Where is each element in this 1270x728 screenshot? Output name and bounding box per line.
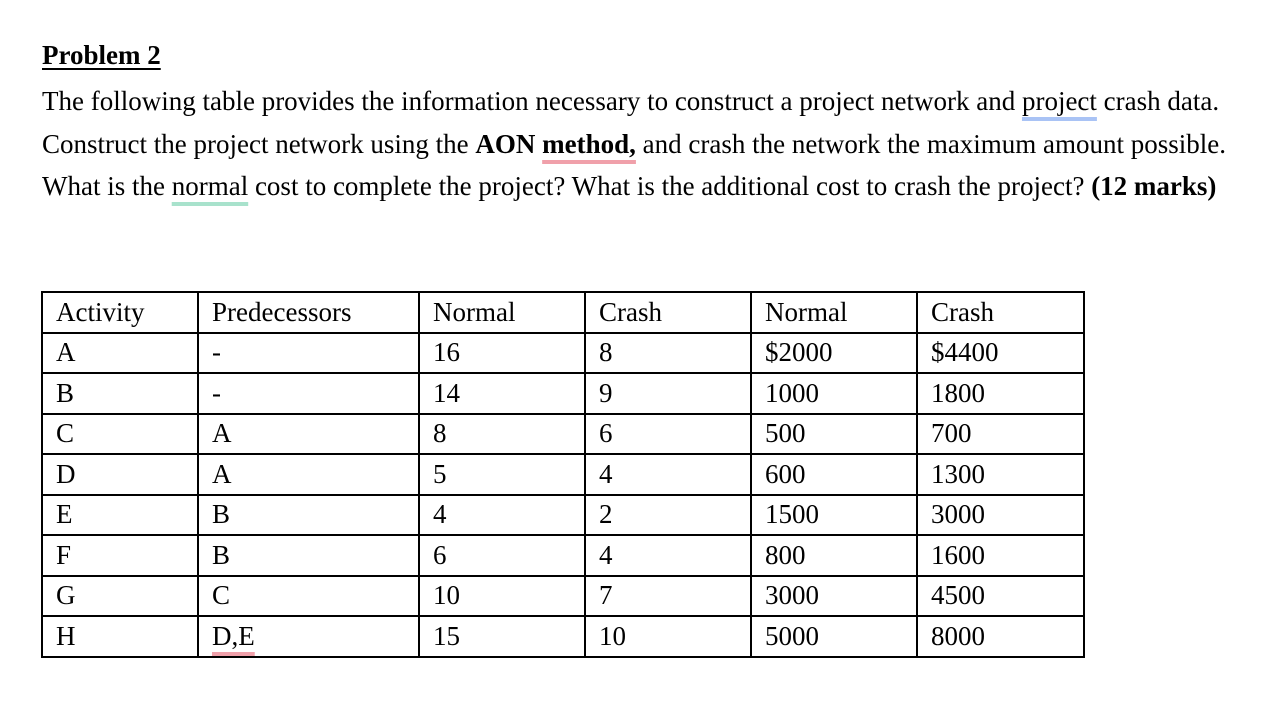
cell-crash-cost: 4500 [917, 576, 1084, 617]
cell-normal-time: 15 [419, 616, 585, 657]
cell-activity: B [42, 373, 198, 414]
cell-normal-time: 10 [419, 576, 585, 617]
cell-predecessors: A [198, 454, 419, 495]
cell-crash-cost: 1300 [917, 454, 1084, 495]
cell-normal-time: 14 [419, 373, 585, 414]
header-normal-time: Normal [419, 292, 585, 333]
cell-normal-cost: 800 [751, 535, 917, 576]
table-row [42, 373, 1084, 414]
cell-activity: H [42, 616, 198, 657]
cell-normal-time: 4 [419, 495, 585, 536]
cell-activity: E [42, 495, 198, 536]
aon-emphasis: AON [475, 128, 536, 159]
cell-predecessors: B [198, 535, 419, 576]
table-row [42, 616, 1084, 657]
cell-normal-cost: 1500 [751, 495, 917, 536]
header-predecessors: Predecessors [198, 292, 419, 333]
header-crash-time: Crash [585, 292, 751, 333]
cell-predecessors: B [198, 495, 419, 536]
table-row [42, 535, 1084, 576]
cell-activity: F [42, 535, 198, 576]
cell-predecessors [198, 616, 419, 657]
problem-heading: Problem 2 [42, 40, 161, 70]
spellcheck-word-method[interactable]: method, [542, 128, 636, 159]
cell-normal-time: 5 [419, 454, 585, 495]
cell-predecessors: C [198, 576, 419, 617]
cell-normal-cost: $2000 [751, 333, 917, 374]
cell-normal-cost: 3000 [751, 576, 917, 617]
cell-activity: C [42, 414, 198, 455]
cell-crash-cost: 3000 [917, 495, 1084, 536]
cell-crash-time: 8 [585, 333, 751, 374]
table-row [42, 576, 1084, 617]
cell-activity: A [42, 333, 198, 374]
cell-normal-time: 8 [419, 414, 585, 455]
cell-predecessors: - [198, 333, 419, 374]
cell-crash-time: 7 [585, 576, 751, 617]
cell-crash-cost: 1600 [917, 535, 1084, 576]
statement-text: The following table provides the information necessary to construct a project network and [42, 86, 1022, 116]
cell-crash-cost: 700 [917, 414, 1084, 455]
cell-normal-cost: 600 [751, 454, 917, 495]
cell-predecessors: A [198, 414, 419, 455]
table-row [42, 414, 1084, 455]
table-row [42, 333, 1084, 374]
table-row [42, 495, 1084, 536]
cell-normal-cost: 5000 [751, 616, 917, 657]
cell-normal-cost: 500 [751, 414, 917, 455]
cell-normal-time: 6 [419, 535, 585, 576]
spellcheck-word-project[interactable]: project [1021, 86, 1097, 116]
header-normal-cost: Normal [751, 292, 917, 333]
marks-label: (12 marks) [1091, 171, 1217, 201]
activity-table [41, 291, 1085, 658]
cell-crash-time: 10 [585, 616, 751, 657]
grammar-word-normal[interactable]: normal [171, 171, 249, 201]
cell-crash-cost: 1800 [917, 373, 1084, 414]
table-row [42, 454, 1084, 495]
cell-activity: D [42, 454, 198, 495]
cell-predecessors: - [198, 373, 419, 414]
spellcheck-word-de[interactable]: D,E [212, 620, 255, 651]
problem-statement [42, 80, 1242, 208]
cell-crash-cost: $4400 [917, 333, 1084, 374]
cell-normal-cost: 1000 [751, 373, 917, 414]
cell-normal-time: 16 [419, 333, 585, 374]
statement-text: crash data. Construct the project network using the [42, 86, 1220, 159]
cell-crash-time: 4 [585, 454, 751, 495]
cell-crash-time: 9 [585, 373, 751, 414]
cell-crash-cost: 8000 [917, 616, 1084, 657]
cell-crash-time: 4 [585, 535, 751, 576]
header-activity: Activity [42, 292, 198, 333]
cell-crash-time: 2 [585, 495, 751, 536]
table-header-row [42, 292, 1084, 333]
header-crash-cost: Crash [917, 292, 1084, 333]
statement-text: and crash the network the maximum amount possible. What is the [42, 128, 1227, 201]
cell-activity: G [42, 576, 198, 617]
statement-text: cost to complete the project? What is the additional cost to crash the project? [248, 171, 1092, 201]
cell-crash-time: 6 [585, 414, 751, 455]
